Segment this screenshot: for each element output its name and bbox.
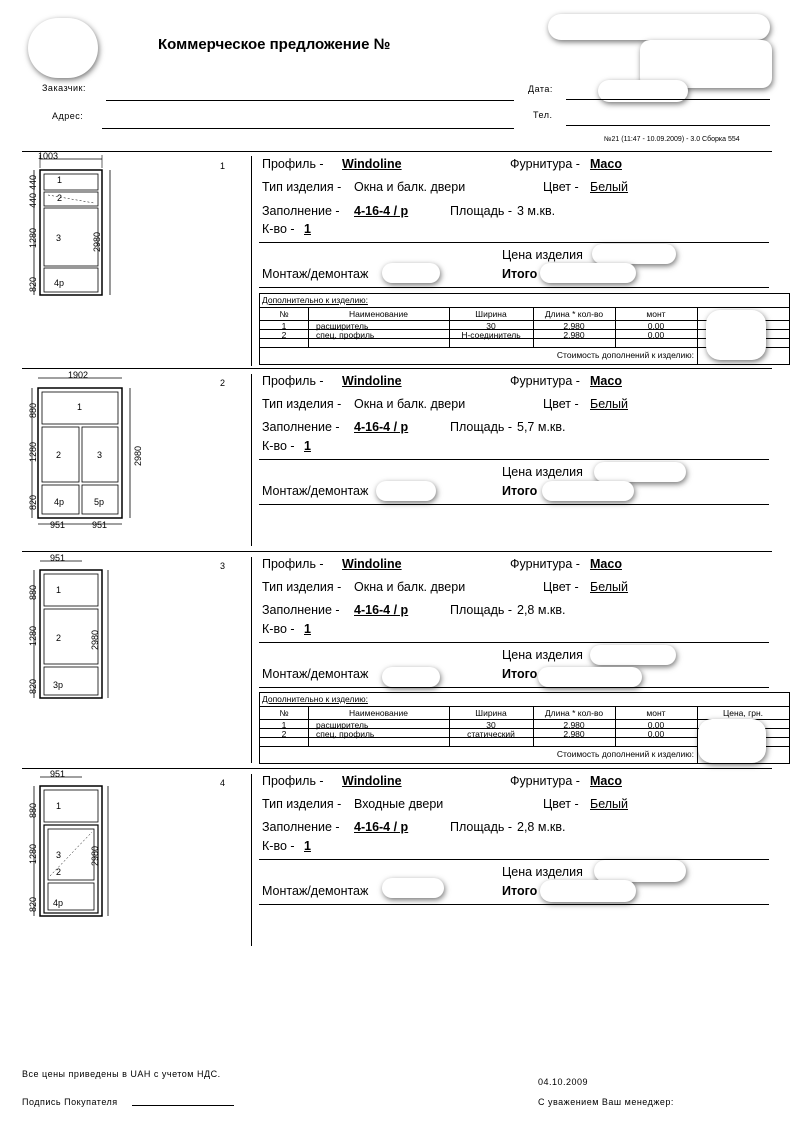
color-value: Белый xyxy=(590,180,629,194)
sash-label: 4р xyxy=(53,898,64,908)
item-number: 3 xyxy=(220,561,226,571)
sash-label: 3 xyxy=(97,450,103,460)
addon-col: Наименование xyxy=(349,708,408,718)
order-reference: №21 (11:47 - 10.09.2009) - 3.0 Сборка 554 xyxy=(604,136,740,143)
sash-label: 2 xyxy=(56,633,62,643)
sash-label: 2 xyxy=(56,450,62,460)
profile-value: Windoline xyxy=(342,774,402,788)
color-label: Цвет - xyxy=(543,180,579,194)
color-value: Белый xyxy=(590,797,629,811)
redacted-total xyxy=(538,667,642,687)
dim-width: 951 xyxy=(50,769,66,779)
filling-label: Заполнение - xyxy=(262,420,340,434)
redacted-addon-price xyxy=(706,310,766,360)
color-label: Цвет - xyxy=(543,397,579,411)
item-line xyxy=(259,459,769,460)
item-column-divider xyxy=(251,774,252,946)
dim-segment: 880 xyxy=(28,402,38,418)
phone-label: Тел. xyxy=(533,110,553,120)
fittings-value: Maco xyxy=(590,774,622,788)
item-line xyxy=(259,904,769,905)
sash-label: 1 xyxy=(57,175,63,185)
area-value: 3 м.кв. xyxy=(517,204,556,218)
item-line xyxy=(259,642,769,643)
profile-label: Профиль - xyxy=(262,557,324,571)
redacted-total xyxy=(540,880,636,902)
qty-label: К-во - xyxy=(262,222,295,236)
addon-cell: спец. профиль xyxy=(316,729,375,739)
addon-cell: 2 xyxy=(281,330,287,340)
filling-value: 4-16-4 / p xyxy=(354,420,409,434)
addon-cell: 0,00 xyxy=(647,720,665,730)
color-label: Цвет - xyxy=(543,797,579,811)
filling-value: 4-16-4 / p xyxy=(354,603,409,617)
item-separator xyxy=(22,768,772,769)
dim-height: 2980 xyxy=(92,231,102,252)
profile-label: Профиль - xyxy=(262,157,324,171)
footer-date: 04.10.2009 xyxy=(538,1077,589,1087)
type-label: Тип изделия - xyxy=(262,397,342,411)
qty-label: К-во - xyxy=(262,439,295,453)
item-number: 1 xyxy=(220,161,226,171)
addon-cell: 2,980 xyxy=(563,729,585,739)
item-separator xyxy=(22,551,772,552)
type-label: Тип изделия - xyxy=(262,580,342,594)
sash-label: 3 xyxy=(56,233,62,243)
addon-col: Длина * кол-во xyxy=(544,708,604,718)
addon-cost-label: Стоимость дополнений к изделию: xyxy=(556,350,694,360)
type-value: Окна и балк. двери xyxy=(354,397,466,411)
sash-label: 5р xyxy=(94,497,105,507)
dim-height: 2980 xyxy=(90,629,100,650)
addon-cell: 2,980 xyxy=(563,330,585,340)
dim-segment: 880 xyxy=(28,802,38,818)
area-label: Площадь - xyxy=(450,204,513,218)
filling-label: Заполнение - xyxy=(262,820,340,834)
addon-col: Длина * кол-во xyxy=(544,309,604,319)
dim-segment: 820 xyxy=(28,896,38,912)
redacted-price xyxy=(592,244,676,264)
area-value: 2,8 м.кв. xyxy=(517,603,566,617)
dim-segment: 820 xyxy=(28,276,38,292)
redacted-total xyxy=(542,481,634,501)
mount-label: Монтаж/демонтаж xyxy=(262,484,369,498)
profile-value: Windoline xyxy=(342,557,402,571)
item-number: 2 xyxy=(220,378,226,388)
type-value: Входные двери xyxy=(354,797,444,811)
redacted-mount xyxy=(382,878,444,898)
redacted-total xyxy=(540,263,636,283)
dim-segment: 440 xyxy=(28,174,38,190)
addon-cell: статический xyxy=(467,729,515,739)
addon-title: Дополнительно к изделию: xyxy=(262,295,368,305)
customer-line xyxy=(106,100,514,101)
sash-label: 2 xyxy=(57,193,63,203)
dim-segment: 1280 xyxy=(28,843,38,864)
addon-cell: 0,00 xyxy=(647,321,665,331)
addon-cell: 1 xyxy=(281,720,287,730)
fittings-label: Фурнитура - xyxy=(510,557,580,571)
redacted-price xyxy=(590,645,676,665)
addon-cell: расширитель xyxy=(316,720,369,730)
addon-cell: 30 xyxy=(486,720,496,730)
sash-label: 3 xyxy=(56,850,62,860)
qty-label: К-во - xyxy=(262,839,295,853)
sash-label: 2 xyxy=(56,867,62,877)
mount-label: Монтаж/демонтаж xyxy=(262,884,369,898)
profile-label: Профиль - xyxy=(262,374,324,388)
item-line xyxy=(259,242,769,243)
address-label: Адрес: xyxy=(52,111,84,121)
redacted-company-info xyxy=(548,14,770,40)
addon-cell: расширитель xyxy=(316,321,369,331)
dim-segment: 440 xyxy=(28,192,38,208)
area-value: 2,8 м.кв. xyxy=(517,820,566,834)
redacted-mount xyxy=(382,667,440,687)
redacted-addon-price xyxy=(698,719,766,763)
sash-label: 4р xyxy=(54,278,65,288)
addon-col: № xyxy=(279,708,289,718)
area-label: Площадь - xyxy=(450,820,513,834)
addon-cell: спец. профиль xyxy=(316,330,375,340)
addon-cell: 1 xyxy=(281,321,287,331)
fittings-label: Фурнитура - xyxy=(510,157,580,171)
addon-cell: 2 xyxy=(281,729,287,739)
qty-label: К-во - xyxy=(262,622,295,636)
sash-label: 1 xyxy=(56,801,62,811)
signature-line xyxy=(132,1105,234,1106)
window-drawing xyxy=(20,368,150,538)
type-value: Окна и балк. двери xyxy=(354,180,466,194)
area-label: Площадь - xyxy=(450,420,513,434)
type-label: Тип изделия - xyxy=(262,180,342,194)
dim-width: 1003 xyxy=(38,151,59,161)
item-separator xyxy=(22,151,772,152)
vat-note: Все цены приведены в UAH с учетом НДС. xyxy=(22,1069,221,1079)
dim-width: 1902 xyxy=(68,370,89,380)
total-label: Итого xyxy=(502,484,538,498)
date-line xyxy=(566,99,770,100)
dim-segment: 951 xyxy=(50,520,66,530)
addon-col: Наименование xyxy=(349,309,408,319)
total-label: Итого xyxy=(502,884,538,898)
area-value: 5,7 м.кв. xyxy=(517,420,566,434)
dim-segment: 1280 xyxy=(28,227,38,248)
item-line xyxy=(259,287,769,288)
total-label: Итого xyxy=(502,267,538,281)
profile-value: Windoline xyxy=(342,157,402,171)
address-line xyxy=(102,128,514,129)
filling-value: 4-16-4 / p xyxy=(354,204,409,218)
item-column-divider xyxy=(251,557,252,763)
redacted-mount xyxy=(382,263,440,283)
mount-label: Монтаж/демонтаж xyxy=(262,267,369,281)
fittings-value: Maco xyxy=(590,557,622,571)
fittings-value: Maco xyxy=(590,374,622,388)
qty-value: 1 xyxy=(304,439,311,453)
addon-cell: 0,00 xyxy=(647,330,665,340)
qty-value: 1 xyxy=(304,622,311,636)
redacted-mount xyxy=(376,481,436,501)
area-label: Площадь - xyxy=(450,603,513,617)
addon-col: монт xyxy=(646,708,666,718)
phone-line xyxy=(566,125,770,126)
dim-segment: 951 xyxy=(92,520,108,530)
addon-col: Ширина xyxy=(475,309,507,319)
total-label: Итого xyxy=(502,667,538,681)
fittings-label: Фурнитура - xyxy=(510,774,580,788)
dim-segment: 880 xyxy=(28,584,38,600)
date-label: Дата: xyxy=(528,84,553,94)
item-column-divider xyxy=(251,374,252,546)
dim-height: 2980 xyxy=(90,845,100,866)
sash-label: 4р xyxy=(54,497,65,507)
dim-segment: 820 xyxy=(28,678,38,694)
addon-col: № xyxy=(279,309,289,319)
dim-segment: 1280 xyxy=(28,625,38,646)
sash-label: 1 xyxy=(56,585,62,595)
price-label: Цена изделия xyxy=(502,648,583,662)
addon-cell: 2,980 xyxy=(563,321,585,331)
price-label: Цена изделия xyxy=(502,248,583,262)
color-value: Белый xyxy=(590,580,629,594)
redacted-price xyxy=(594,860,686,882)
addon-cell: 0,00 xyxy=(647,729,665,739)
qty-value: 1 xyxy=(304,839,311,853)
item-line xyxy=(259,687,769,688)
item-line xyxy=(259,859,769,860)
filling-label: Заполнение - xyxy=(262,603,340,617)
profile-label: Профиль - xyxy=(262,774,324,788)
fittings-label: Фурнитура - xyxy=(510,374,580,388)
addon-title: Дополнительно к изделию: xyxy=(262,694,368,704)
price-label: Цена изделия xyxy=(502,465,583,479)
page-title: Коммерческое предложение № xyxy=(158,36,391,53)
fittings-value: Maco xyxy=(590,157,622,171)
item-number: 4 xyxy=(220,778,226,788)
type-label: Тип изделия - xyxy=(262,797,342,811)
dim-width: 951 xyxy=(50,553,66,563)
color-label: Цвет - xyxy=(543,580,579,594)
customer-label: Заказчик: xyxy=(42,83,86,93)
addon-cell: 2,980 xyxy=(563,720,585,730)
dim-height: 2980 xyxy=(133,445,143,466)
qty-value: 1 xyxy=(304,222,311,236)
addon-cost-label: Стоимость дополнений к изделию: xyxy=(556,749,694,759)
redacted-price xyxy=(594,462,686,482)
mount-label: Монтаж/демонтаж xyxy=(262,667,369,681)
item-column-divider xyxy=(251,156,252,366)
filling-label: Заполнение - xyxy=(262,204,340,218)
addon-cell: 30 xyxy=(486,321,496,331)
dim-segment: 1280 xyxy=(28,441,38,462)
sash-label: 1 xyxy=(77,402,83,412)
signature-label: Подпись Покупателя xyxy=(22,1097,118,1107)
price-label: Цена изделия xyxy=(502,865,583,879)
addon-col: монт xyxy=(646,309,666,319)
dim-segment: 820 xyxy=(28,494,38,510)
manager-regards: С уважением Ваш менеджер: xyxy=(538,1097,674,1107)
filling-value: 4-16-4 / p xyxy=(354,820,409,834)
sash-label: 3р xyxy=(53,680,64,690)
profile-value: Windoline xyxy=(342,374,402,388)
addon-cell: Н-соединитель xyxy=(461,330,521,340)
addon-col: Цена, грн. xyxy=(722,708,764,718)
addon-col: Ширина xyxy=(475,708,507,718)
redacted-logo xyxy=(28,18,98,78)
type-value: Окна и балк. двери xyxy=(354,580,466,594)
item-line xyxy=(259,504,769,505)
color-value: Белый xyxy=(590,397,629,411)
